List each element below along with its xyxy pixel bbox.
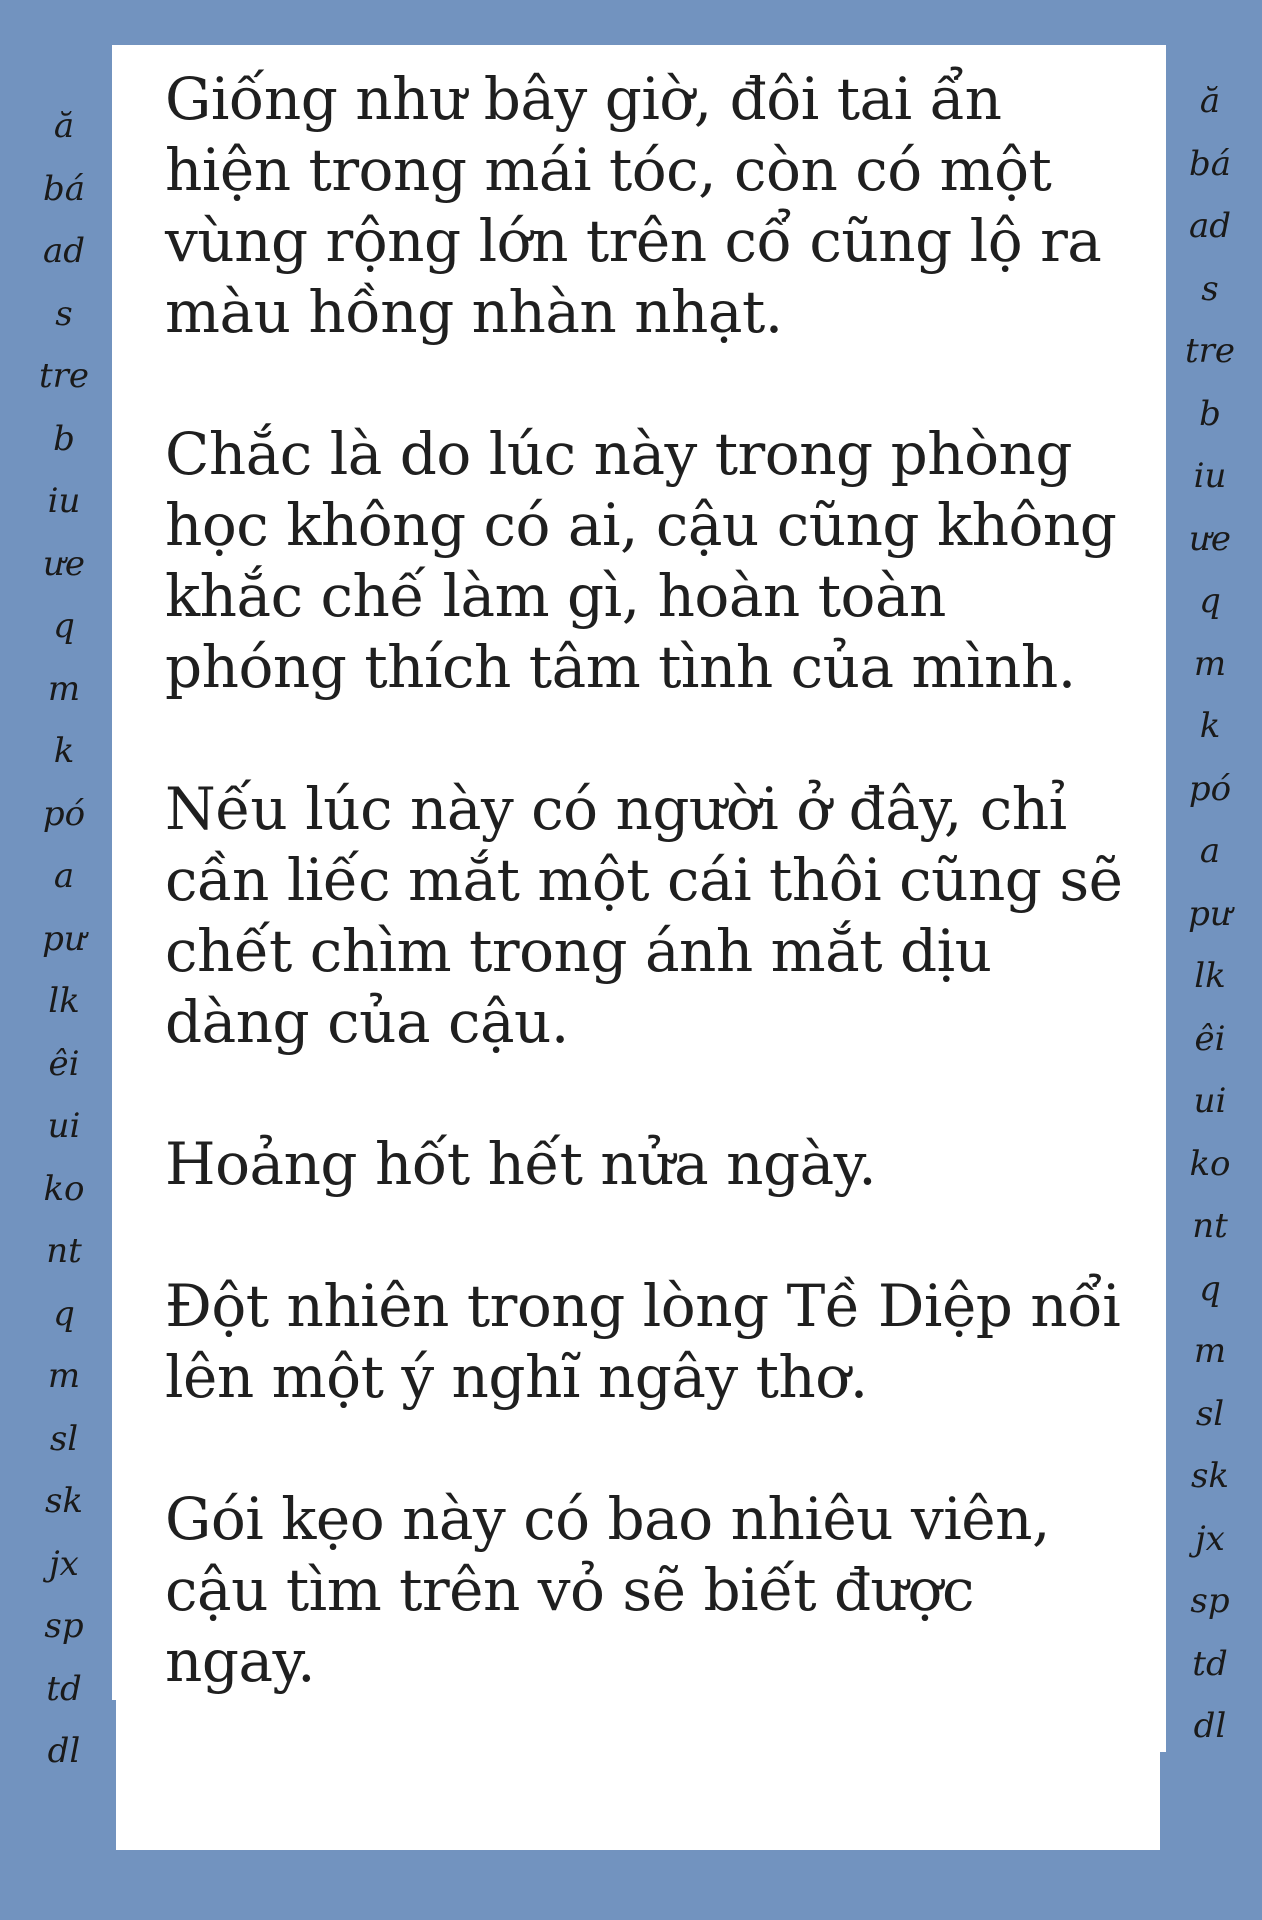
margin-letter: jx [49, 1543, 79, 1584]
margin-letter: ad [42, 231, 86, 271]
story-text [165, 64, 1125, 1768]
margin-letter: dl [47, 1731, 81, 1771]
margin-letter: td [1192, 1643, 1228, 1684]
right-margin-watermark [1170, 70, 1250, 1758]
margin-letter: ă [1199, 81, 1221, 121]
margin-letter: sk [44, 1481, 84, 1521]
margin-letter: pó [42, 793, 86, 834]
margin-letter: k [1199, 706, 1221, 746]
paragraph: Nếu lúc này có người ở đây, chỉ cần liếc mắt một cái thôi cũng sẽ chết chìm trong ánh mắt dịu dàng của cậu. [165, 775, 1123, 1056]
margin-letter: m [47, 1356, 81, 1396]
margin-letter: pư [1188, 893, 1232, 934]
margin-letter: ko [43, 1168, 85, 1209]
margin-letter: lk [48, 981, 80, 1021]
margin-letter: ui [47, 1106, 81, 1146]
margin-letter: lk [1194, 956, 1226, 996]
margin-letter: sk [1190, 1456, 1230, 1496]
left-margin-watermark [24, 95, 104, 1783]
margin-letter: sp [1190, 1581, 1230, 1621]
margin-letter: ko [1189, 1143, 1231, 1184]
margin-letter: b [1199, 393, 1221, 434]
margin-letter: bá [42, 168, 86, 209]
margin-letter: q [53, 1293, 75, 1334]
margin-letter: dl [1193, 1706, 1227, 1746]
page-edge-notch [1160, 1752, 1170, 1852]
margin-letter: pư [42, 918, 86, 959]
margin-letter: êi [48, 1043, 80, 1084]
margin-letter: tre [38, 356, 90, 396]
margin-letter: m [1193, 1331, 1227, 1371]
margin-letter: ưe [42, 543, 86, 584]
margin-letter: êi [1194, 1018, 1226, 1059]
margin-letter: sl [1195, 1393, 1225, 1434]
margin-letter: s [1201, 268, 1219, 309]
margin-letter: nt [46, 1231, 82, 1271]
margin-letter: q [1199, 581, 1221, 621]
margin-letter: sl [49, 1418, 79, 1459]
paragraph: Gói kẹo này có bao nhiêu viên, cậu tìm trên vỏ sẽ biết được ngay. [165, 1485, 1050, 1695]
margin-letter: pó [1188, 768, 1232, 809]
margin-letter: a [53, 856, 75, 896]
margin-letter: q [1199, 1268, 1221, 1309]
paragraph: Đột nhiên trong lòng Tề Diệp nổi lên một ý nghĩ ngây thơ. [165, 1272, 1121, 1411]
margin-letter: bá [1188, 143, 1232, 184]
margin-letter: tre [1184, 331, 1236, 371]
margin-letter: m [1193, 643, 1227, 684]
margin-letter: b [53, 418, 75, 459]
margin-letter: s [55, 293, 73, 334]
margin-letter: ưe [1188, 518, 1232, 559]
margin-letter: ad [1188, 206, 1232, 246]
margin-letter: iu [47, 481, 81, 521]
margin-letter: jx [1195, 1518, 1225, 1559]
margin-letter: iu [1193, 456, 1227, 496]
margin-letter: q [53, 606, 75, 646]
margin-letter: nt [1192, 1206, 1228, 1246]
paragraph: Giống như bây giờ, đôi tai ẩn hiện trong mái tóc, còn có một vùng rộng lớn trên cổ cũng lộ ra màu hồng nhàn nhạt. [165, 65, 1102, 346]
margin-letter: sp [44, 1606, 84, 1646]
paragraph: Hoảng hốt hết nửa ngày. [165, 1130, 877, 1198]
margin-letter: k [53, 731, 75, 771]
margin-letter: td [46, 1668, 82, 1709]
margin-letter: a [1199, 831, 1221, 871]
margin-letter: ui [1193, 1081, 1227, 1121]
margin-letter: ă [53, 106, 75, 146]
margin-letter: m [47, 668, 81, 709]
paragraph: Chắc là do lúc này trong phòng học không có ai, cậu cũng không khắc chế làm gì, hoàn toàn phóng thích tâm tình của mình. [165, 420, 1117, 701]
page-edge-notch [108, 1700, 116, 1850]
